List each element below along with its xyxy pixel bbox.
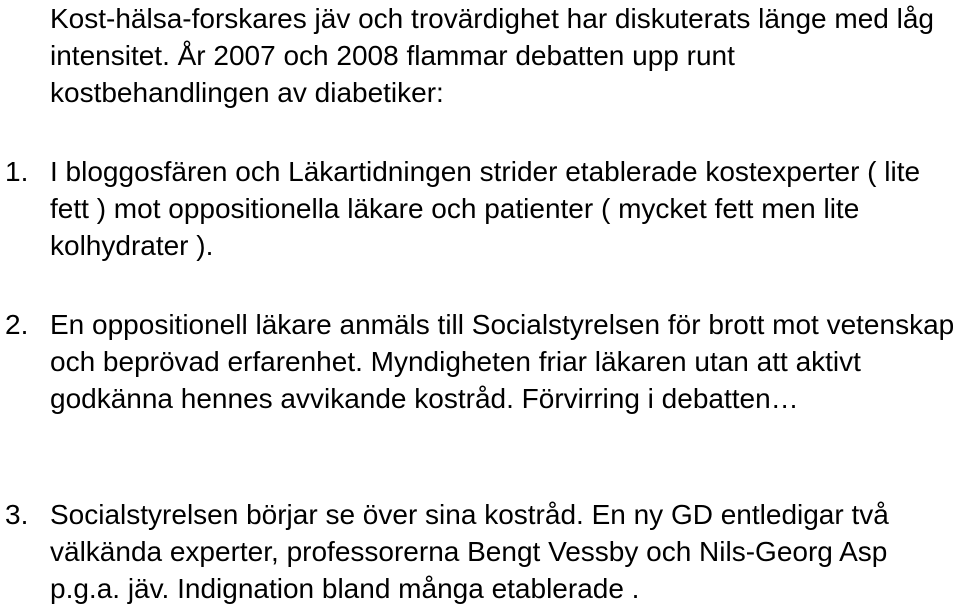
list-item-text: I bloggosfären och Läkartidningen strider etablerade kostexperter ( lite fett ) mot oppositionella läkare och patienter ( mycket fett men lite kolhydrater ). [50, 156, 921, 261]
list-item-2 [5, 306, 955, 417]
list-item-number: 1. [5, 156, 29, 187]
intro-paragraph: Kost-hälsa-forskares jäv och trovärdighet har diskuterats länge med låg intensitet. År 2007 och 2008 flammar debatten upp runt kostbehandlingen av diabetiker: [50, 3, 934, 108]
list-item-number: 2. [5, 309, 29, 340]
list-item-3 [5, 496, 955, 607]
list-item-text: En oppositionell läkare anmäls till Socialstyrelsen för brott mot vetenskap och beprövad erfarenhet. Myndigheten friar läkaren utan att aktivt godkänna hennes avvikande kostråd. Förvirring i debatten… [50, 309, 955, 414]
list-item-1 [5, 153, 955, 264]
list-item-text: Socialstyrelsen börjar se över sina kostråd. En ny GD entledigar två välkända experter, professorerna Bengt Vessby och Nils-Georg Asp p.g.a. jäv. Indignation bland många etablerade . [50, 499, 889, 604]
list-item-number: 3. [5, 499, 29, 530]
